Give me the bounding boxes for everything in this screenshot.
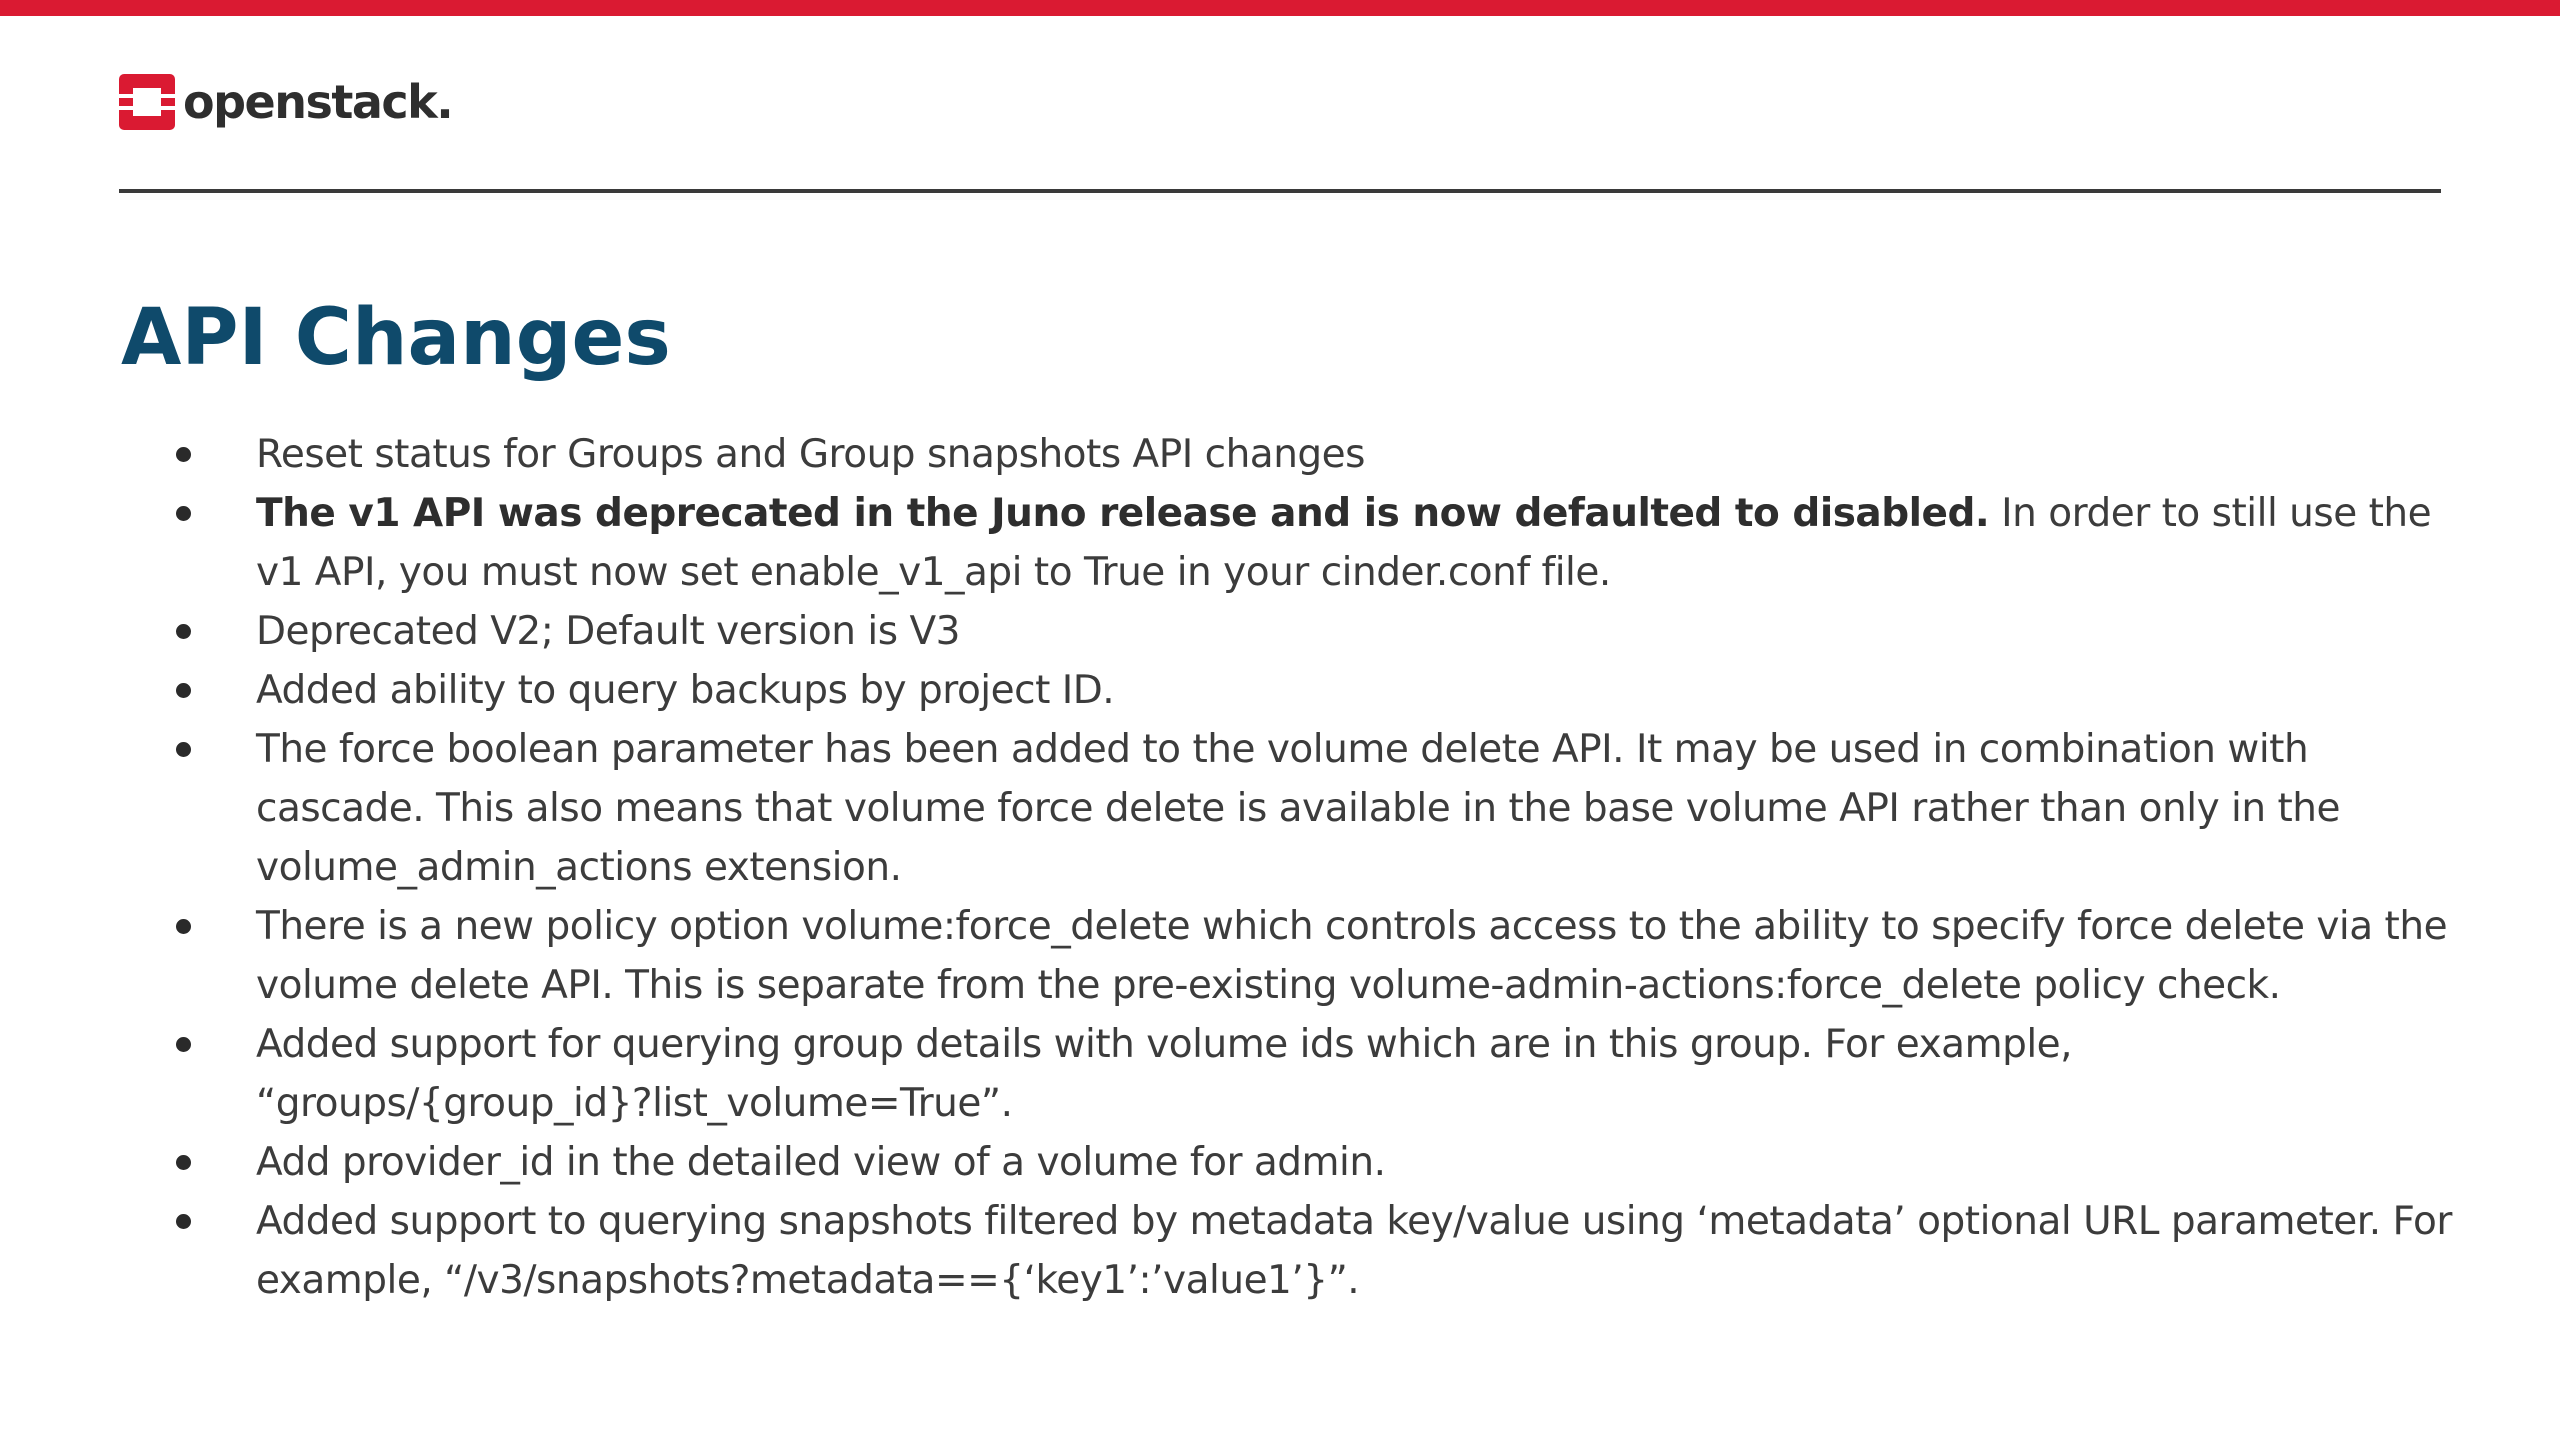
bullet-item: [170, 1133, 2470, 1192]
bullet-text: There is a new policy option volume:force_delete which controls access to the ability to specify force delete via the volume delete API. This is separate from the pre-existing volume-admin-actions:force_delete policy check.: [256, 904, 2448, 1008]
bullet-text: The force boolean parameter has been added to the volume delete API. It may be used in combination with cascade. This also means that volume force delete is available in the base volume API rather than only in the volume_admin_actions extension.: [256, 727, 2341, 890]
bullet-dot-icon: [176, 683, 191, 698]
bullet-dot-icon: [176, 624, 191, 639]
openstack-logo-icon: [119, 74, 175, 130]
bullet-text: Added ability to query backups by project ID.: [256, 668, 1115, 713]
bullet-item: [170, 1192, 2470, 1310]
bullet-dot-icon: [176, 506, 191, 521]
bullet-text: Deprecated V2; Default version is V3: [256, 609, 960, 654]
bullet-text: Reset status for Groups and Group snapshots API changes: [256, 432, 1365, 477]
bullet-item: [170, 425, 2470, 484]
bullet-list: [170, 425, 2470, 1310]
bullet-text: Added support for querying group details with volume ids which are in this group. For example, “groups/{group_id}?list_volume=True”.: [256, 1022, 2073, 1126]
bullet-text: Add provider_id in the detailed view of a volume for admin.: [256, 1140, 1386, 1185]
bullet-item: [170, 661, 2470, 720]
bullet-lead: The v1 API was deprecated in the Juno release and is now defaulted to disabled.: [256, 491, 1990, 536]
slide-title: API Changes: [121, 293, 671, 383]
bullet-item: [170, 602, 2470, 661]
bullet-text: Added support to querying snapshots filtered by metadata key/value using ‘metadata’ optional URL parameter. For example, “/v3/snapshots?metadata=={‘key1’:’value1’}”.: [256, 1199, 2452, 1303]
bullet-text: In order to still use the v1 API, you must now set enable_v1_api to True in your cinder.conf file.: [256, 491, 2432, 595]
logo-wordmark: openstack.: [183, 75, 453, 129]
bullet-dot-icon: [176, 1155, 191, 1170]
bullet-item: [170, 897, 2470, 1015]
bullet-dot-icon: [176, 1037, 191, 1052]
bullet-item: [170, 1015, 2470, 1133]
bullet-dot-icon: [176, 742, 191, 757]
bullet-item: [170, 484, 2470, 602]
header-divider: [119, 189, 2441, 193]
bullet-dot-icon: [176, 447, 191, 462]
bullet-item: [170, 720, 2470, 897]
top-accent-bar: [0, 0, 2560, 16]
bullet-dot-icon: [176, 1214, 191, 1229]
bullet-dot-icon: [176, 919, 191, 934]
openstack-logo: [119, 72, 452, 132]
